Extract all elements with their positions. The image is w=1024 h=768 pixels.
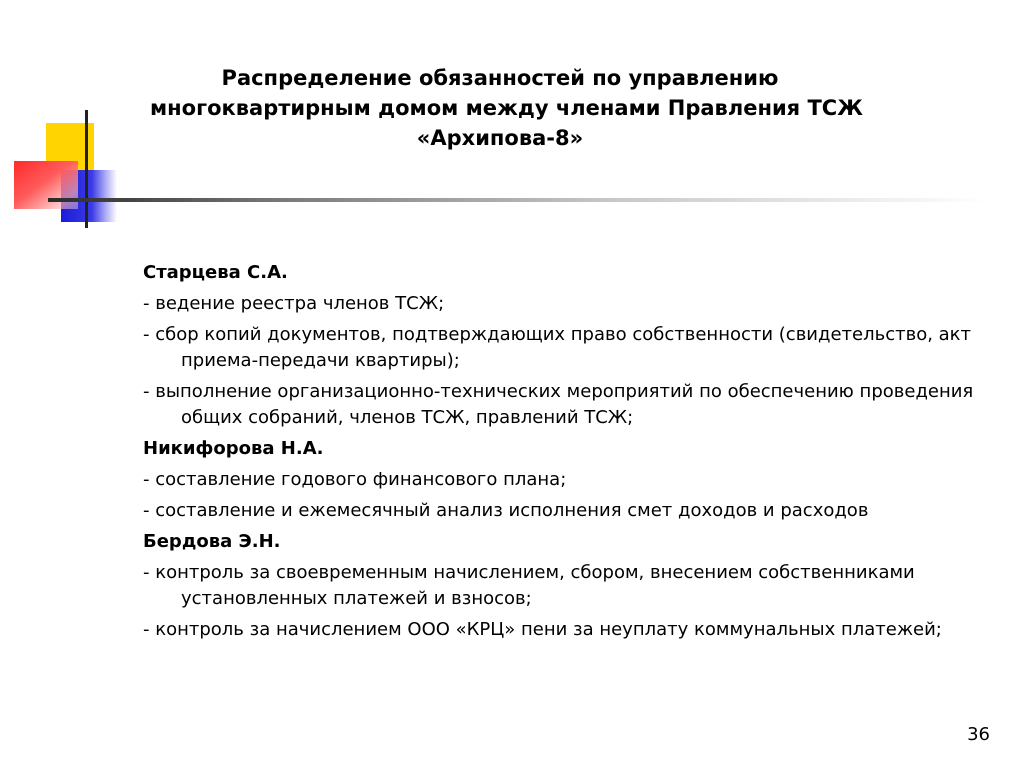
title-line-1: Распределение обязанностей по управлению: [221, 66, 779, 90]
duty-item: - контроль за своевременным начислением, сбором, внесением собственниками установленных платежей и взносов;: [143, 562, 915, 609]
person-name: Никифорова Н.А.: [143, 438, 324, 459]
title-underline: [48, 198, 988, 202]
title-line-2: многоквартирным домом между членами Правления ТСЖ: [150, 96, 863, 120]
duty-item: - выполнение организационно-технических мероприятий по обеспечению проведения общих собраний, членов ТСЖ, правлений ТСЖ;: [143, 381, 974, 428]
vertical-line: [85, 110, 88, 228]
duty-item: - сбор копий документов, подтверждающих право собственности (свидетельство, акт приема-передачи квартиры);: [143, 324, 972, 371]
duty-item: - контроль за начислением ООО «КРЦ» пени за неуплату коммунальных платежей;: [143, 619, 942, 640]
person-name: Старцева С.А.: [143, 262, 288, 283]
person-name: Бердова Э.Н.: [143, 531, 281, 552]
slide-body: [143, 260, 1003, 648]
decorative-graphic: [0, 0, 160, 240]
duty-item: - составление и ежемесячный анализ исполнения смет доходов и расходов: [143, 500, 869, 521]
duty-item: - составление годового финансового плана;: [143, 469, 567, 490]
title-line-3: «Архипова-8»: [416, 126, 584, 150]
page-number: 36: [967, 724, 990, 745]
slide-title: [150, 63, 863, 153]
duty-item: - ведение реестра членов ТСЖ;: [143, 293, 445, 314]
